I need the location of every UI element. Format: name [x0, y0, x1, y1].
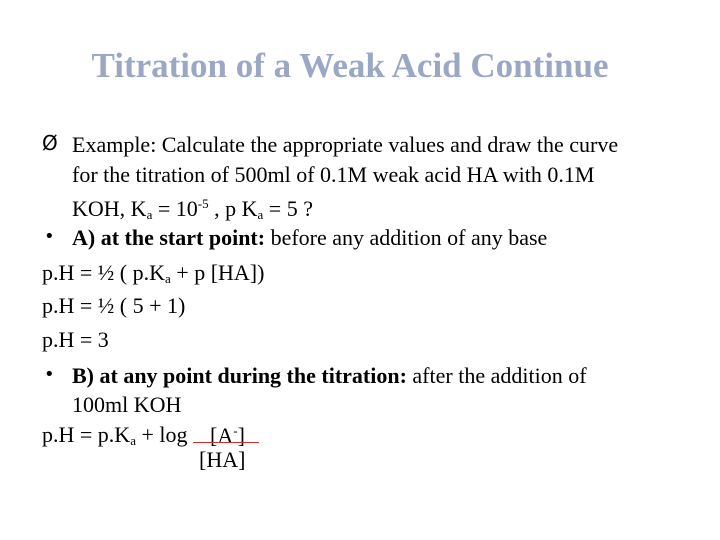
part-a-line: A) at the start point: before any addition of any base	[72, 225, 548, 250]
formula-numerator: [A-]	[210, 423, 245, 448]
bullet-a-icon: •	[44, 226, 55, 247]
example-line-3: KOH, $K_a = 10^{-5}$ , p $K_a = 5$ ?	[72, 196, 313, 222]
equation-1: p.H = ½ ( $p.K_a + p$ [HA])	[42, 260, 265, 286]
part-b-line-2: 100ml KOH	[72, 392, 182, 417]
example-line-1: Example: Calculate the appropriate values and draw the curve	[72, 132, 619, 157]
formula-lhs: $p.H = p.K_a + \log$	[42, 422, 188, 448]
arrow-bullet-icon: Ø	[42, 131, 58, 155]
part-b-heading: B) at any point during the titration:	[72, 363, 407, 388]
formula-denominator: [HA]	[199, 447, 246, 472]
bullet-b-icon: •	[44, 364, 55, 385]
slide-title: Titration of a Weak Acid Continue	[91, 46, 609, 85]
example-line-2: for the titration of 500ml of 0.1M weak acid HA with 0.1M	[72, 162, 595, 187]
part-a-heading: A) at the start point:	[72, 225, 266, 250]
part-b-line: B) at any point during the titration: after the addition of	[72, 363, 587, 388]
fraction-bar	[193, 442, 259, 443]
equation-2: p.H = ½ ( 5 + 1)	[42, 293, 186, 318]
equation-3: p.H = 3	[42, 327, 109, 352]
